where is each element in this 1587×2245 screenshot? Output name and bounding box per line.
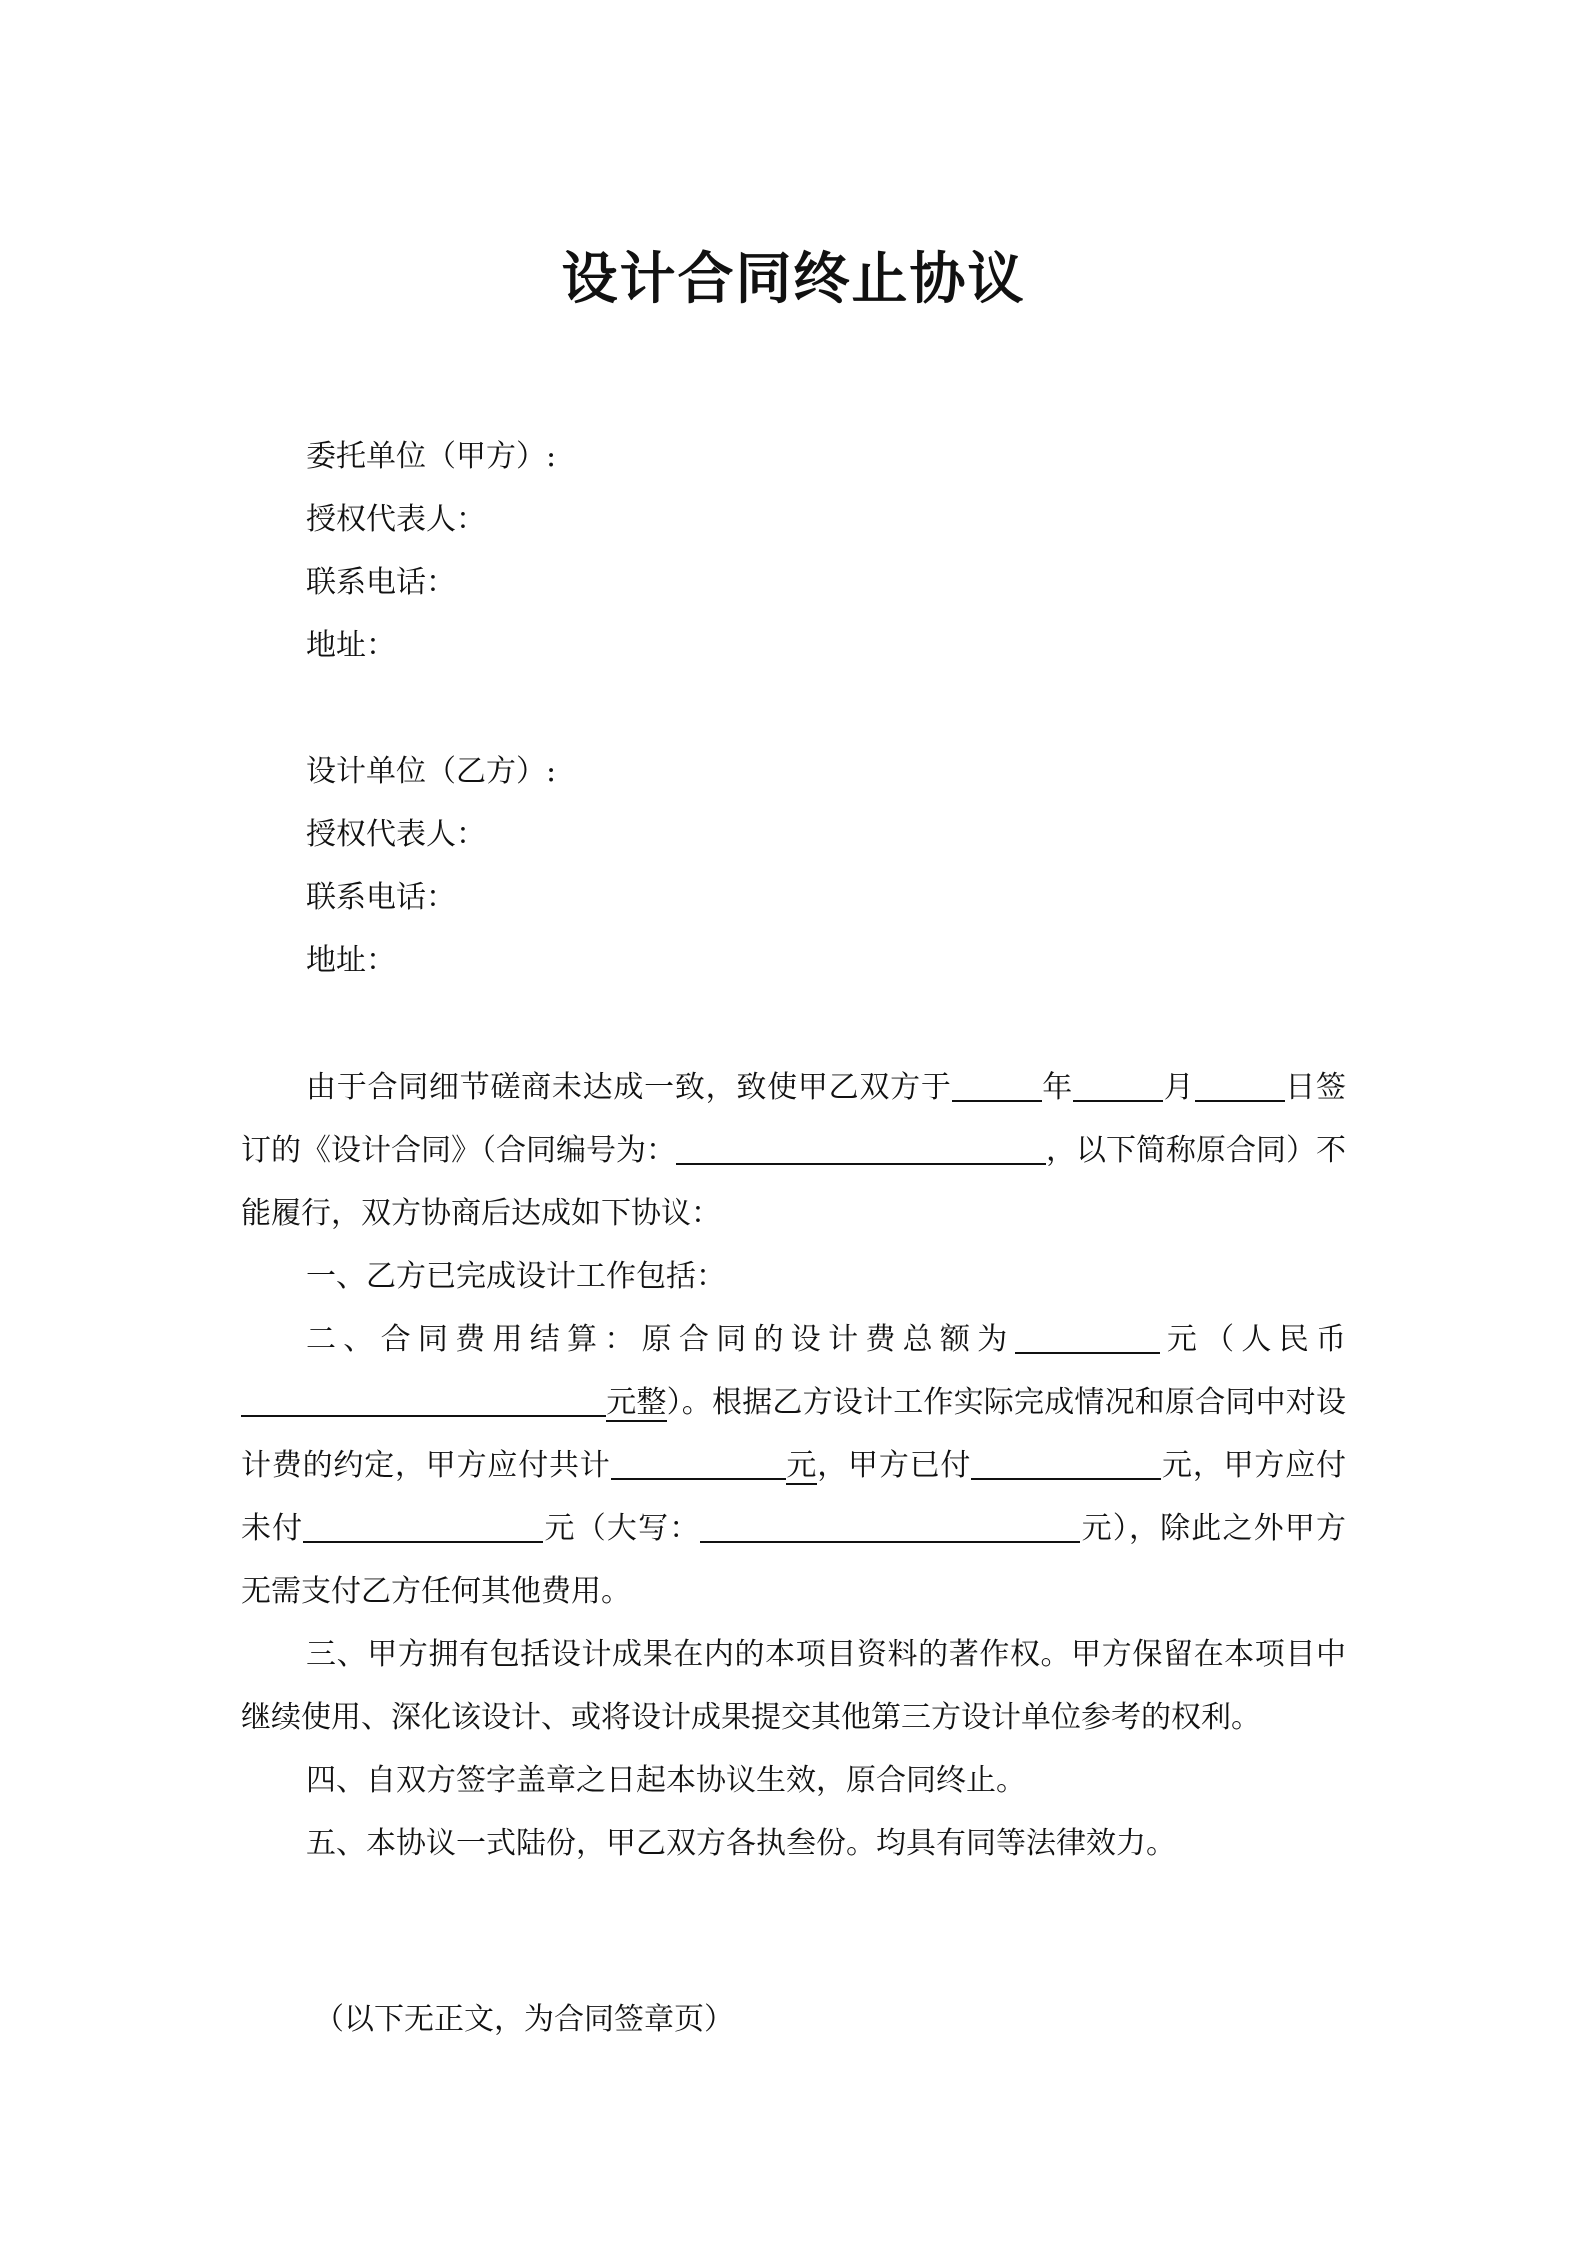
party-b-rep-label: 授权代表人： (306, 817, 486, 852)
agreement-intro-text: ，以下简称原合同）不能履行，双方协商后达成如下协议： (241, 1133, 1346, 1231)
capital-label: 元（大写： (543, 1511, 701, 1546)
closing-note: （以下无正文，为合同签章页） (314, 2002, 734, 2037)
clause-2-settlement-text: ）。根据乙方设计工作实际完成情况和原合同中对设计费的约定，甲方应付共计 (241, 1385, 1347, 1483)
preamble-text: 由于合同细节磋商未达成一致，致使甲乙双方于 (306, 1070, 952, 1105)
clause-2-end-text: 元），除此之外甲方无需支付乙方任何其他费用。 (241, 1511, 1347, 1609)
year-label: 年 (1041, 1070, 1074, 1105)
year-blank (952, 1068, 1042, 1102)
party-a-phone-label: 联系电话： (306, 565, 456, 600)
day-label: 日 (1284, 1070, 1317, 1105)
clause-2-text: 二、合同费用结算：原合同的设计费总额为 (306, 1322, 1015, 1357)
paid-blank (971, 1446, 1161, 1480)
clause-4: 四、自双方签字盖章之日起本协议生效，原合同终止。 (306, 1763, 1026, 1798)
yuan-zheng-label: 元整 (606, 1385, 667, 1420)
unpaid-text: 元，甲方应付未付 (241, 1448, 1347, 1546)
clause-3: 三、甲方拥有包括设计成果在内的本项目资料的著作权。甲方保留在本项目中继续使用、深化该设计、或将设计成果提交其他第三方设计单位参考的权利。 (241, 1637, 1346, 1735)
capital-amount-blank (700, 1509, 1080, 1543)
party-b-phone-label: 联系电话： (306, 880, 456, 915)
month-blank (1073, 1068, 1163, 1102)
party-a-unit-label: 委托单位（甲方）: (306, 439, 557, 474)
payable-blank (611, 1446, 786, 1480)
party-b-unit-label: 设计单位（乙方）: (306, 754, 557, 789)
unpaid-blank (303, 1509, 543, 1543)
party-b-address-label: 地址： (306, 943, 396, 978)
clause-1: 一、乙方已完成设计工作包括： (306, 1259, 726, 1294)
preamble-paragraph (241, 1056, 1346, 1245)
contract-ref-text: 签订的《设计合同》（合同编号为： (241, 1070, 1347, 1168)
rmb-label: 元（人民币 (1159, 1322, 1347, 1357)
clause-2 (241, 1308, 1346, 1623)
month-label: 月 (1163, 1070, 1195, 1105)
paid-text: ，甲方已付 (817, 1448, 972, 1483)
payable-yuan-label: 元 (785, 1448, 818, 1483)
document-title: 设计合同终止协议 (561, 247, 1026, 312)
clause-5: 五、本协议一式陆份，甲乙双方各执叁份。均具有同等法律效力。 (306, 1826, 1176, 1861)
party-a-address-label: 地址： (306, 628, 396, 663)
total-fee-blank (1015, 1320, 1160, 1354)
rmb-words-blank (241, 1383, 606, 1417)
party-a-rep-label: 授权代表人： (306, 502, 486, 537)
day-blank (1195, 1068, 1285, 1102)
contract-number-blank (676, 1131, 1046, 1165)
